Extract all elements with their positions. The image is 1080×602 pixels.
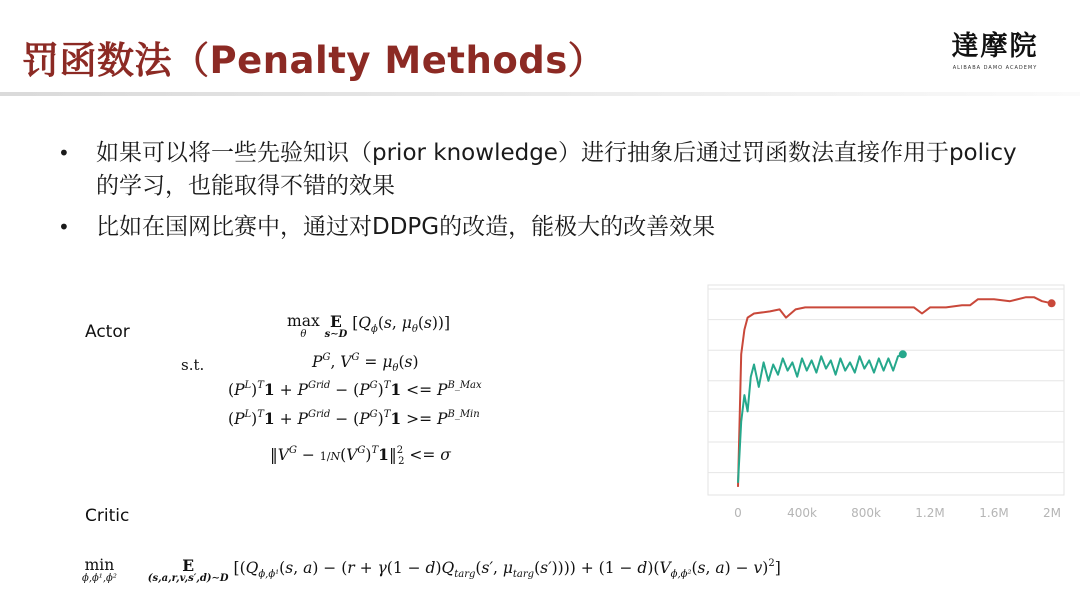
actor-objective-formula: max θ E s∼D [$Q_\phi(s$, $\mu_\theta(s)$)]: [287, 312, 451, 340]
chart-plot-frame: [708, 285, 1064, 495]
training-curve-chart: [706, 283, 1066, 533]
bullet-list: [58, 137, 1018, 252]
chart-x-tick-label: 2M: [1043, 506, 1061, 520]
chart-x-tick-label: 1.2M: [915, 506, 945, 520]
chart-series-line-0: [738, 297, 1052, 487]
chart-series-end-point-1: [899, 350, 907, 358]
chart-x-tick-label: 400k: [787, 506, 817, 520]
bullet-text: 如果可以将一些先验知识（prior knowledge）进行抽象后通过罚函数法直接作用于policy的学习，也能取得不错的效果: [96, 140, 1017, 199]
chart-x-tick-label: 800k: [851, 506, 881, 520]
logo-glyphs: 達摩院: [951, 31, 1039, 62]
actor-label: Actor: [85, 322, 130, 342]
bullet-marker: •: [58, 215, 70, 239]
critic-objective-formula: min ϕ,ϕ¹,ϕ² E (s,a,r,v,s′,d)∼D [($Q_{\phi,\phi^1}(s$, $a) - (r + \gamma(1 - d)Q_{targ}(s'$, $\mu_{targ}(s')))) + (1 - d)(V_{\phi,\phi^2}(s$, a) − v)$^2$]: [82, 556, 781, 584]
chart-x-tick-label: 0: [734, 506, 742, 520]
bullet-text: 比如在国网比赛中，通过对DDPG的改造，能极大的改善效果: [96, 214, 716, 240]
damo-academy-logo: [940, 30, 1050, 78]
chart-series-end-point-0: [1048, 299, 1056, 307]
constraint-formula-3: $(P^L)^T1 + P^{Grid} - (P^G)^T1 >= P^{B\_Min}$: [228, 409, 480, 428]
title-divider: [0, 92, 1080, 96]
bullet-item: [58, 211, 1018, 244]
constraint-formula-2: $(P^L)^T1 + P^{Grid} - (P^G)^T1 <= P^{B\_Max}$: [228, 380, 482, 399]
logo-subtitle: ALIBABA DAMO ACADEMY: [952, 65, 1038, 71]
constraint-formula-1: $P^G$, $V^G = \mu_\theta(s)$: [312, 352, 419, 374]
bullet-item: [58, 137, 1018, 203]
chart-x-tick-label: 1.6M: [979, 506, 1009, 520]
chart-series-line-1: [738, 354, 903, 483]
subject-to-label: s.t.: [181, 356, 205, 374]
critic-label: Critic: [85, 506, 130, 526]
slide-title: 罚函数法（Penalty Methods）: [22, 39, 606, 82]
bullet-marker: •: [58, 141, 70, 165]
constraint-formula-4: $‖V^G$ − $1/N(V^G)^T1‖^2_2 <= \sigma$: [270, 445, 451, 467]
